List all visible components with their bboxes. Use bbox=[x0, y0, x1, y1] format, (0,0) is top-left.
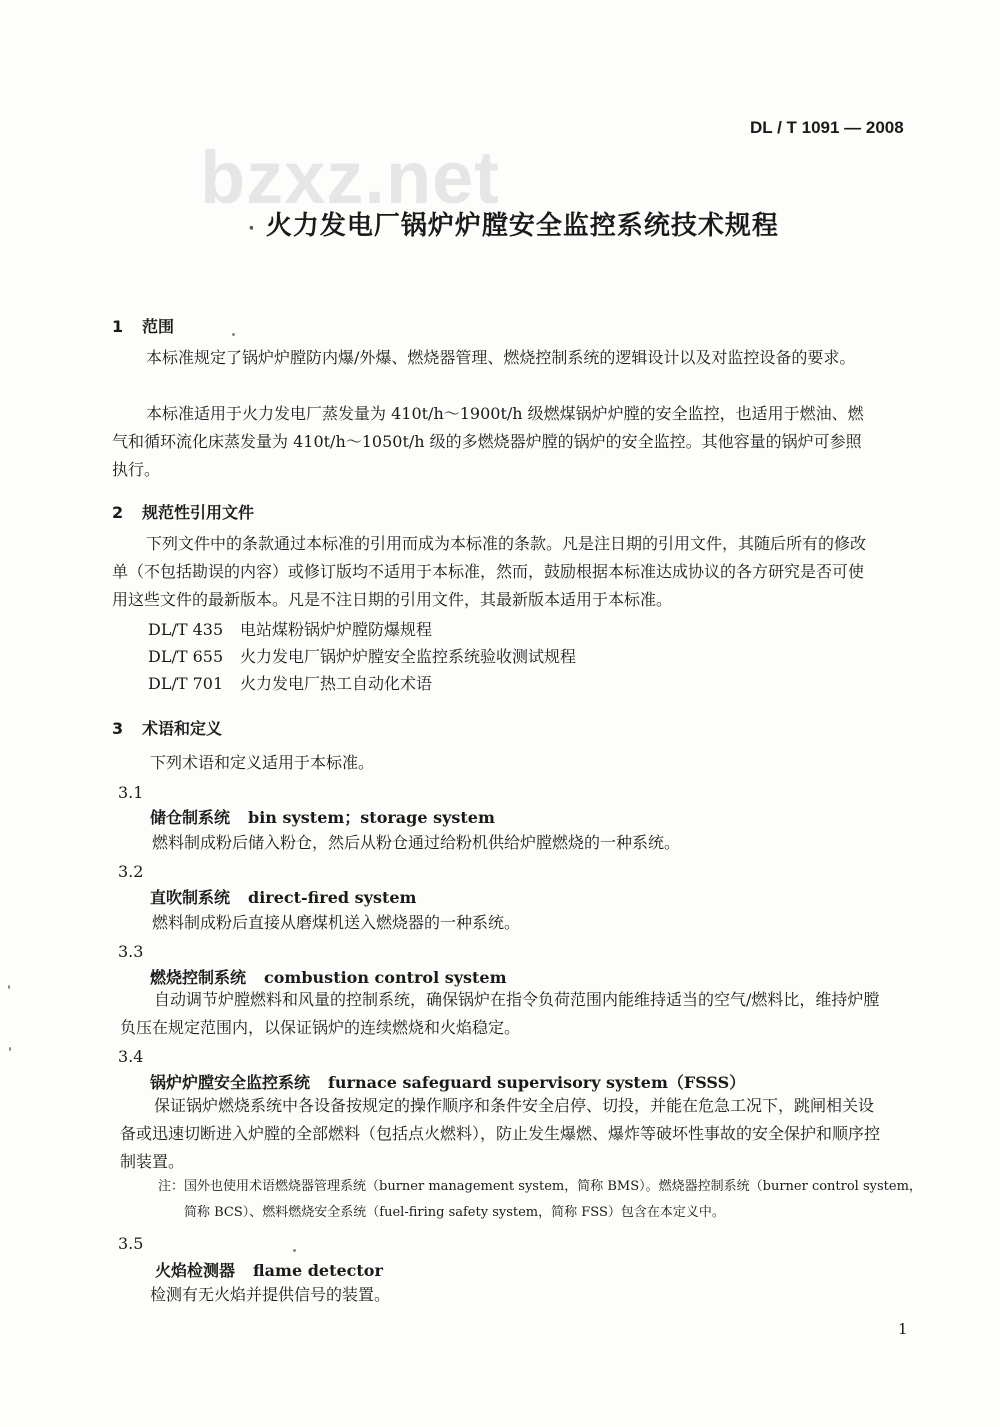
reference-item bbox=[148, 671, 432, 694]
section-title: 术语和定义 bbox=[142, 719, 223, 738]
section-number: 1 bbox=[112, 317, 124, 336]
term-definition: 燃料制成粉后直接从磨煤机送入燃烧器的一种系统。 bbox=[152, 913, 521, 932]
term-heading bbox=[150, 805, 495, 828]
term-number: 3.4 bbox=[118, 1047, 144, 1066]
term-definition: 保证锅炉燃烧系统中各设备按规定的操作顺序和条件安全启停、切投，并能在危急工况下，跳闸相关设备或迅速切断进入炉膛的全部燃料（包括点火燃料），防止发生爆燃、爆炸等破坏性事故的安全保护和顺序控制装置。 bbox=[120, 1096, 881, 1171]
bullet-dot-icon: · bbox=[248, 218, 256, 239]
page-title bbox=[248, 205, 779, 242]
term-definition: 自动调节炉膛燃料和风量的控制系统，确保锅炉在指令负荷范围内能维持适当的空气/燃料比，维持炉膛负压在规定范围内，以保证锅炉的连续燃烧和火焰稳定。 bbox=[120, 990, 880, 1037]
section-3-intro: 下列术语和定义适用于本标准。 bbox=[150, 753, 375, 772]
section-title: 规范性引用文件 bbox=[142, 503, 255, 522]
scan-speck bbox=[8, 985, 10, 989]
term-heading bbox=[150, 885, 416, 908]
term-zh: 直吹制系统 bbox=[150, 888, 231, 907]
section-1-paragraph-2: 本标准适用于火力发电厂蒸发量为 410t/h～1900t/h 级燃煤锅炉炉膛的安全监控，也适用于燃油、燃气和循环流化床蒸发量为 410t/h～1050t/h 级的多燃烧器炉膛的锅炉的安全监控。其他容量的锅炉可参照执行。 bbox=[112, 404, 864, 479]
page-title-text: 火力发电厂锅炉炉膛安全监控系统技术规程 bbox=[265, 211, 779, 241]
term-en: combustion control system bbox=[264, 968, 507, 987]
term-zh: 燃烧控制系统 bbox=[150, 968, 247, 987]
scan-speck bbox=[232, 333, 235, 336]
section-2-heading bbox=[112, 500, 254, 523]
reference-code: DL/T 435 bbox=[148, 620, 224, 639]
term-en: direct-fired system bbox=[248, 888, 417, 907]
term-heading bbox=[155, 1258, 383, 1281]
page-number: 1 bbox=[898, 1320, 908, 1338]
scan-speck bbox=[9, 1047, 11, 1051]
section-1-heading bbox=[112, 314, 174, 337]
term-definition: 燃料制成粉后储入粉仓，然后从粉仓通过给粉机供给炉膛燃烧的一种系统。 bbox=[152, 833, 681, 852]
section-number: 3 bbox=[112, 719, 124, 738]
term-number: 3.1 bbox=[118, 783, 144, 802]
section-2-paragraph-1: 下列文件中的条款通过本标准的引用而成为本标准的条款。凡是注日期的引用文件，其随后所有的修改单（不包括勘误的内容）或修订版均不适用于本标准，然而，鼓励根据本标准达成协议的各方研究是否可使用这些文件的最新版本。凡是不注日期的引用文件，其最新版本适用于本标准。 bbox=[112, 534, 867, 609]
term-en: flame detector bbox=[253, 1261, 383, 1280]
section-title: 范围 bbox=[142, 317, 175, 336]
section-1-paragraph-1: 本标准规定了锅炉炉膛防内爆/外爆、燃烧器管理、燃烧控制系统的逻辑设计以及对监控设备的要求。 bbox=[146, 348, 856, 367]
term-definition: 检测有无火焰并提供信号的装置。 bbox=[150, 1285, 391, 1304]
term-zh: 火焰检测器 bbox=[155, 1261, 236, 1280]
section-number: 2 bbox=[112, 503, 124, 522]
term-en: bin system；storage system bbox=[248, 808, 495, 827]
scan-speck bbox=[293, 1249, 296, 1252]
term-note-line-2: 简称 BCS）、燃料燃烧安全系统（fuel-firing safety system，简称 FSS）包含在本定义中。 bbox=[184, 1205, 725, 1220]
term-number: 3.5 bbox=[118, 1234, 144, 1253]
term-heading bbox=[150, 965, 507, 988]
term-heading bbox=[150, 1070, 745, 1093]
reference-item bbox=[148, 644, 576, 667]
reference-title: 火力发电厂热工自动化术语 bbox=[240, 674, 433, 693]
term-en: furnace safeguard supervisory system（FSSS） bbox=[328, 1073, 746, 1092]
reference-title: 火力发电厂锅炉炉膛安全监控系统验收测试规程 bbox=[240, 647, 577, 666]
term-zh: 储仓制系统 bbox=[150, 808, 231, 827]
term-note-line-1: 注：国外也使用术语燃烧器管理系统（burner management system，简称 BMS）。燃烧器控制系统（burner control system， bbox=[158, 1179, 922, 1194]
reference-code: DL/T 655 bbox=[148, 647, 224, 666]
term-number: 3.2 bbox=[118, 862, 144, 881]
reference-item bbox=[148, 617, 432, 640]
term-number: 3.3 bbox=[118, 942, 144, 961]
watermark: bzxz.net bbox=[200, 136, 500, 219]
standard-code: DL / T 1091 — 2008 bbox=[750, 118, 904, 137]
section-3-heading bbox=[112, 716, 222, 739]
reference-title: 电站煤粉锅炉炉膛防爆规程 bbox=[240, 620, 433, 639]
term-zh: 锅炉炉膛安全监控系统 bbox=[150, 1073, 311, 1092]
reference-code: DL/T 701 bbox=[148, 674, 224, 693]
